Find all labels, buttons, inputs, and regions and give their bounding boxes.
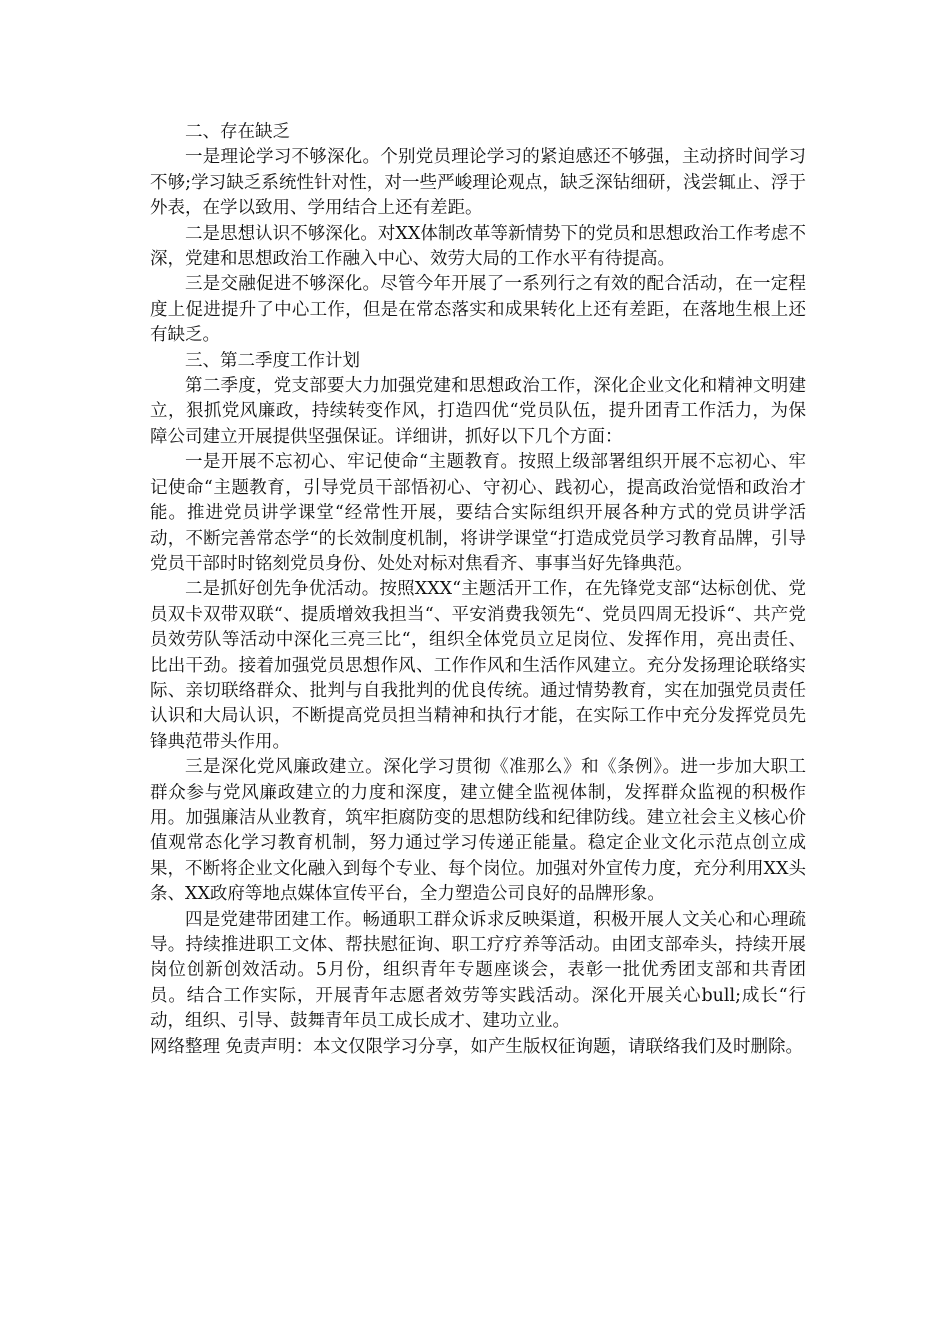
paragraph-thinking-awareness: 二是思想认识不够深化。对XX体制改革等新情势下的党员和思想政治工作考虑不深，党建和思想政治工作融入中心、效劳大局的工作水平有待提高。 [150,223,806,270]
disclaimer: 网络整理 免责声明：本文仅限学习分享，如产生版权征询题，请联络我们及时删除。 [150,1036,804,1057]
paragraph-youth-league: 四是党建带团建工作。畅通职工群众诉求反映渠道，积极开展人文关心和心理疏导。持续推进职工文体、帮扶慰征询、职工疗疗养等活动。由团支部牵头，持续开展岗位创新创效活动。5月份，组织青年专题座谈会，表彰一批优秀团支部和共青团员。结合工作实际，开展青年志愿者效劳等实践活动。深化开展关心bull;成长“行动，组织、引导、鼓舞青年员工成长成才、建功立业。 [150,909,806,1032]
section-heading-q2-plan: 三、第二季度工作计划 [185,350,360,371]
paragraph-theme-education: 一是开展不忘初心、牢记使命“主题教育。按照上级部署组织开展不忘初心、牢记使命“主题教育，引导党员干部悟初心、守初心、践初心，提高政治觉悟和政治才能。推进党员讲学课堂“经常性开展，要结合实际组织开展各种方式的党员讲学活动，不断完善常态学“的长效制度机制，将讲学课堂“打造成党员学习教育品牌，引导党员干部时时铭刻党员身份、处处对标对焦看齐、事事当好先锋典范。 [150,452,806,574]
paragraph-integration: 三是交融促进不够深化。尽管今年开展了一系列行之有效的配合活动，在一定程度上促进提升了中心工作，但是在常态落实和成果转化上还有差距，在落地生根上还有缺乏。 [150,274,806,346]
document-page [150,120,806,1060]
paragraph-excellence-activities: 二是抓好创先争优活动。按照XXX“主题活开工作，在先锋党支部“达标创优、党员双卡双带双联“、提质增效我担当“、平安消费我领先“、党员四周无投诉“、共产党员效劳队等活动中深化三亮三比“，组织全体党员立足岗位、发挥作用，亮出责任、比出干劲。接着加强党员思想作风、工作作风和生活作风建立。充分发扬理论联络实际、亲切联络群众、批判与自我批判的优良传统。通过情势教育，实在加强党员责任认识和大局认识，不断提高党员担当精神和执行才能，在实际工作中充分发挥党员先锋典范带头作用。 [150,579,806,752]
paragraph-q2-overview: 第二季度，党支部要大力加强党建和思想政治工作，深化企业文化和精神文明建立，狠抓党风廉政，持续转变作风，打造四优“党员队伍，提升团青工作活力，为保障公司建立开展提供坚强保证。详细讲，抓好以下几个方面： [150,376,806,447]
section-heading-shortcomings: 二、存在缺乏 [185,122,290,142]
paragraph-integrity-building: 三是深化党风廉政建立。深化学习贯彻《准那么》和《条例》。进一步加大职工群众参与党风廉政建立的力度和深度，建立健全监视体制，发挥群众监视的积极作用。加强廉洁从业教育，筑牢拒腐防变的思想防线和纪律防线。建立社会主义核心价值观常态化学习教育机制，努力通过学习传递正能量。稳定企业文化示范点创立成果，不断将企业文化融入到每个专业、每个岗位。加强对外宣传力度，充分利用XX头条、XX政府等地点媒体宣传平台，全力塑造公司良好的品牌形象。 [150,757,806,905]
paragraph-theory-study: 一是理论学习不够深化。个别党员理论学习的紧迫感还不够强，主动挤时间学习不够;学习缺乏系统性针对性，对一些严峻理论观点，缺乏深钻细研，浅尝辄止、浮于外表，在学以致用、学用结合上还有差距。 [150,147,806,219]
